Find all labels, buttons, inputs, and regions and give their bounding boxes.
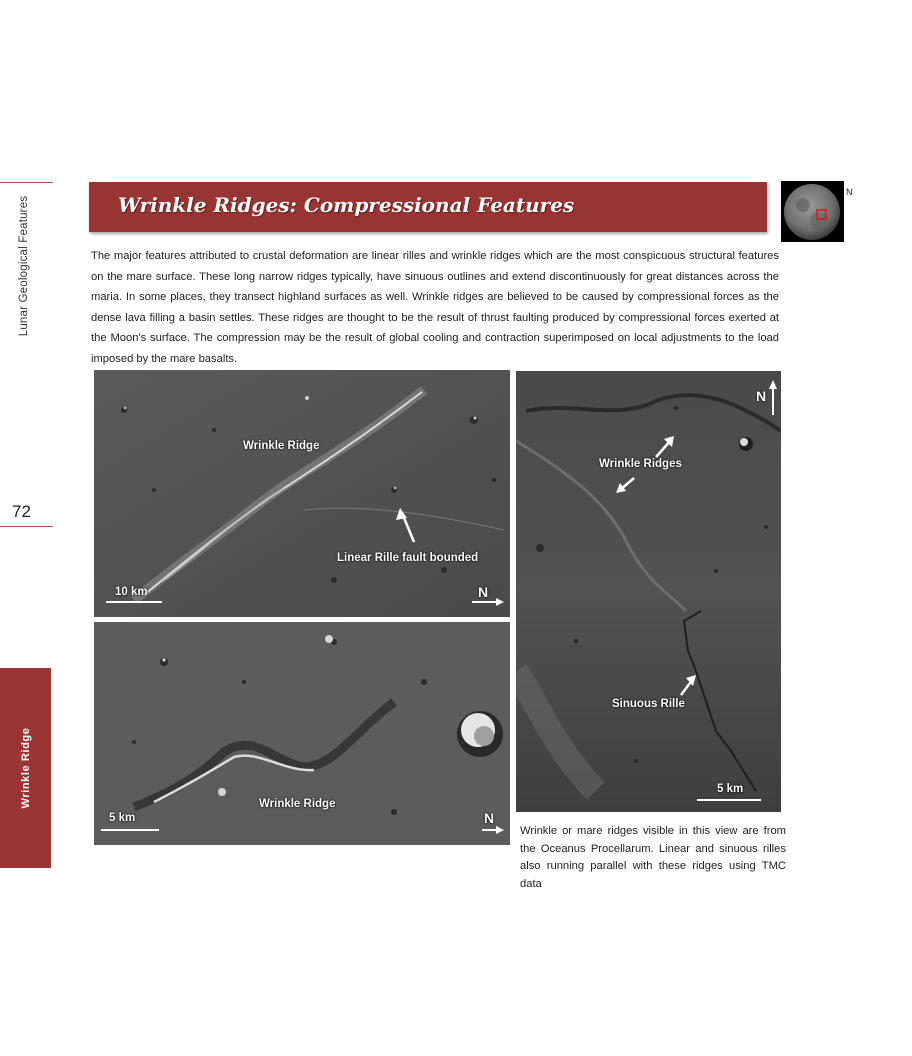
north-label: N <box>484 810 495 826</box>
moon-locator-graphic <box>781 181 844 242</box>
north-label: N <box>478 584 489 600</box>
section-title <box>13 190 35 342</box>
lunar-surface-photo-bottom <box>94 622 510 845</box>
wrinkle-ridge-image-bottom <box>94 622 510 845</box>
section-title-text: Lunar Geological Features <box>18 195 30 337</box>
wrinkle-ridges-label: Wrinkle Ridges <box>599 458 682 470</box>
wrinkle-ridge-label: Wrinkle Ridge <box>259 798 336 810</box>
wrinkle-ridge-label: Wrinkle Ridge <box>243 440 320 452</box>
page-number-rule <box>0 526 53 527</box>
chapter-tab <box>0 668 51 868</box>
wrinkle-ridges-image-right <box>516 371 781 812</box>
scale-bar <box>106 601 162 603</box>
image-caption: Wrinkle or mare ridges visible in this view are from the Oceanus Procellarum. Linear and sinuous rilles also running parallel with these ridges using TMC data <box>520 825 786 890</box>
page-number: 72 <box>12 502 31 521</box>
page-title: Wrinkle Ridges: Compressional Features <box>118 193 575 217</box>
chapter-tab-label: Wrinkle Ridge <box>19 727 32 809</box>
wrinkle-ridge-image-top <box>94 370 510 617</box>
scale-label: 10 km <box>115 586 148 598</box>
sinuous-rille-label: Sinuous Rille <box>612 698 685 710</box>
lunar-surface-photo-right <box>516 371 781 812</box>
scale-label: 5 km <box>109 812 136 824</box>
moon-locator-map <box>781 181 844 242</box>
lunar-surface-photo-top <box>94 370 510 617</box>
north-label: N <box>756 388 767 404</box>
linear-rille-label: Linear Rille fault bounded <box>337 552 479 564</box>
top-margin-rule <box>0 182 53 183</box>
scale-label: 5 km <box>717 783 744 795</box>
scale-bar <box>697 799 761 801</box>
moon-disc <box>784 184 840 240</box>
intro-paragraph: The major features attributed to crustal deformation are linear rilles and wrinkle ridges which are the most conspicuous structural features on the mare surface. These long narrow ridges typically, have sinuous outlines and extend discontinuously for great distances across the maria. In some places, they transect highland surfaces as well. Wrinkle ridges are believed to be caused by compressional forces as the dense lava filling a basin settles. These ridges are thought to be the result of thrust faulting produced by compressional forces exerted at the Moon's surface. The compression may be the result of global cooling and contraction superimposed on local adjustments to the load imposed by the mare basalts. <box>91 250 779 365</box>
header-banner <box>89 182 767 232</box>
scale-bar <box>101 829 159 831</box>
locator-north-label: N <box>846 187 853 197</box>
